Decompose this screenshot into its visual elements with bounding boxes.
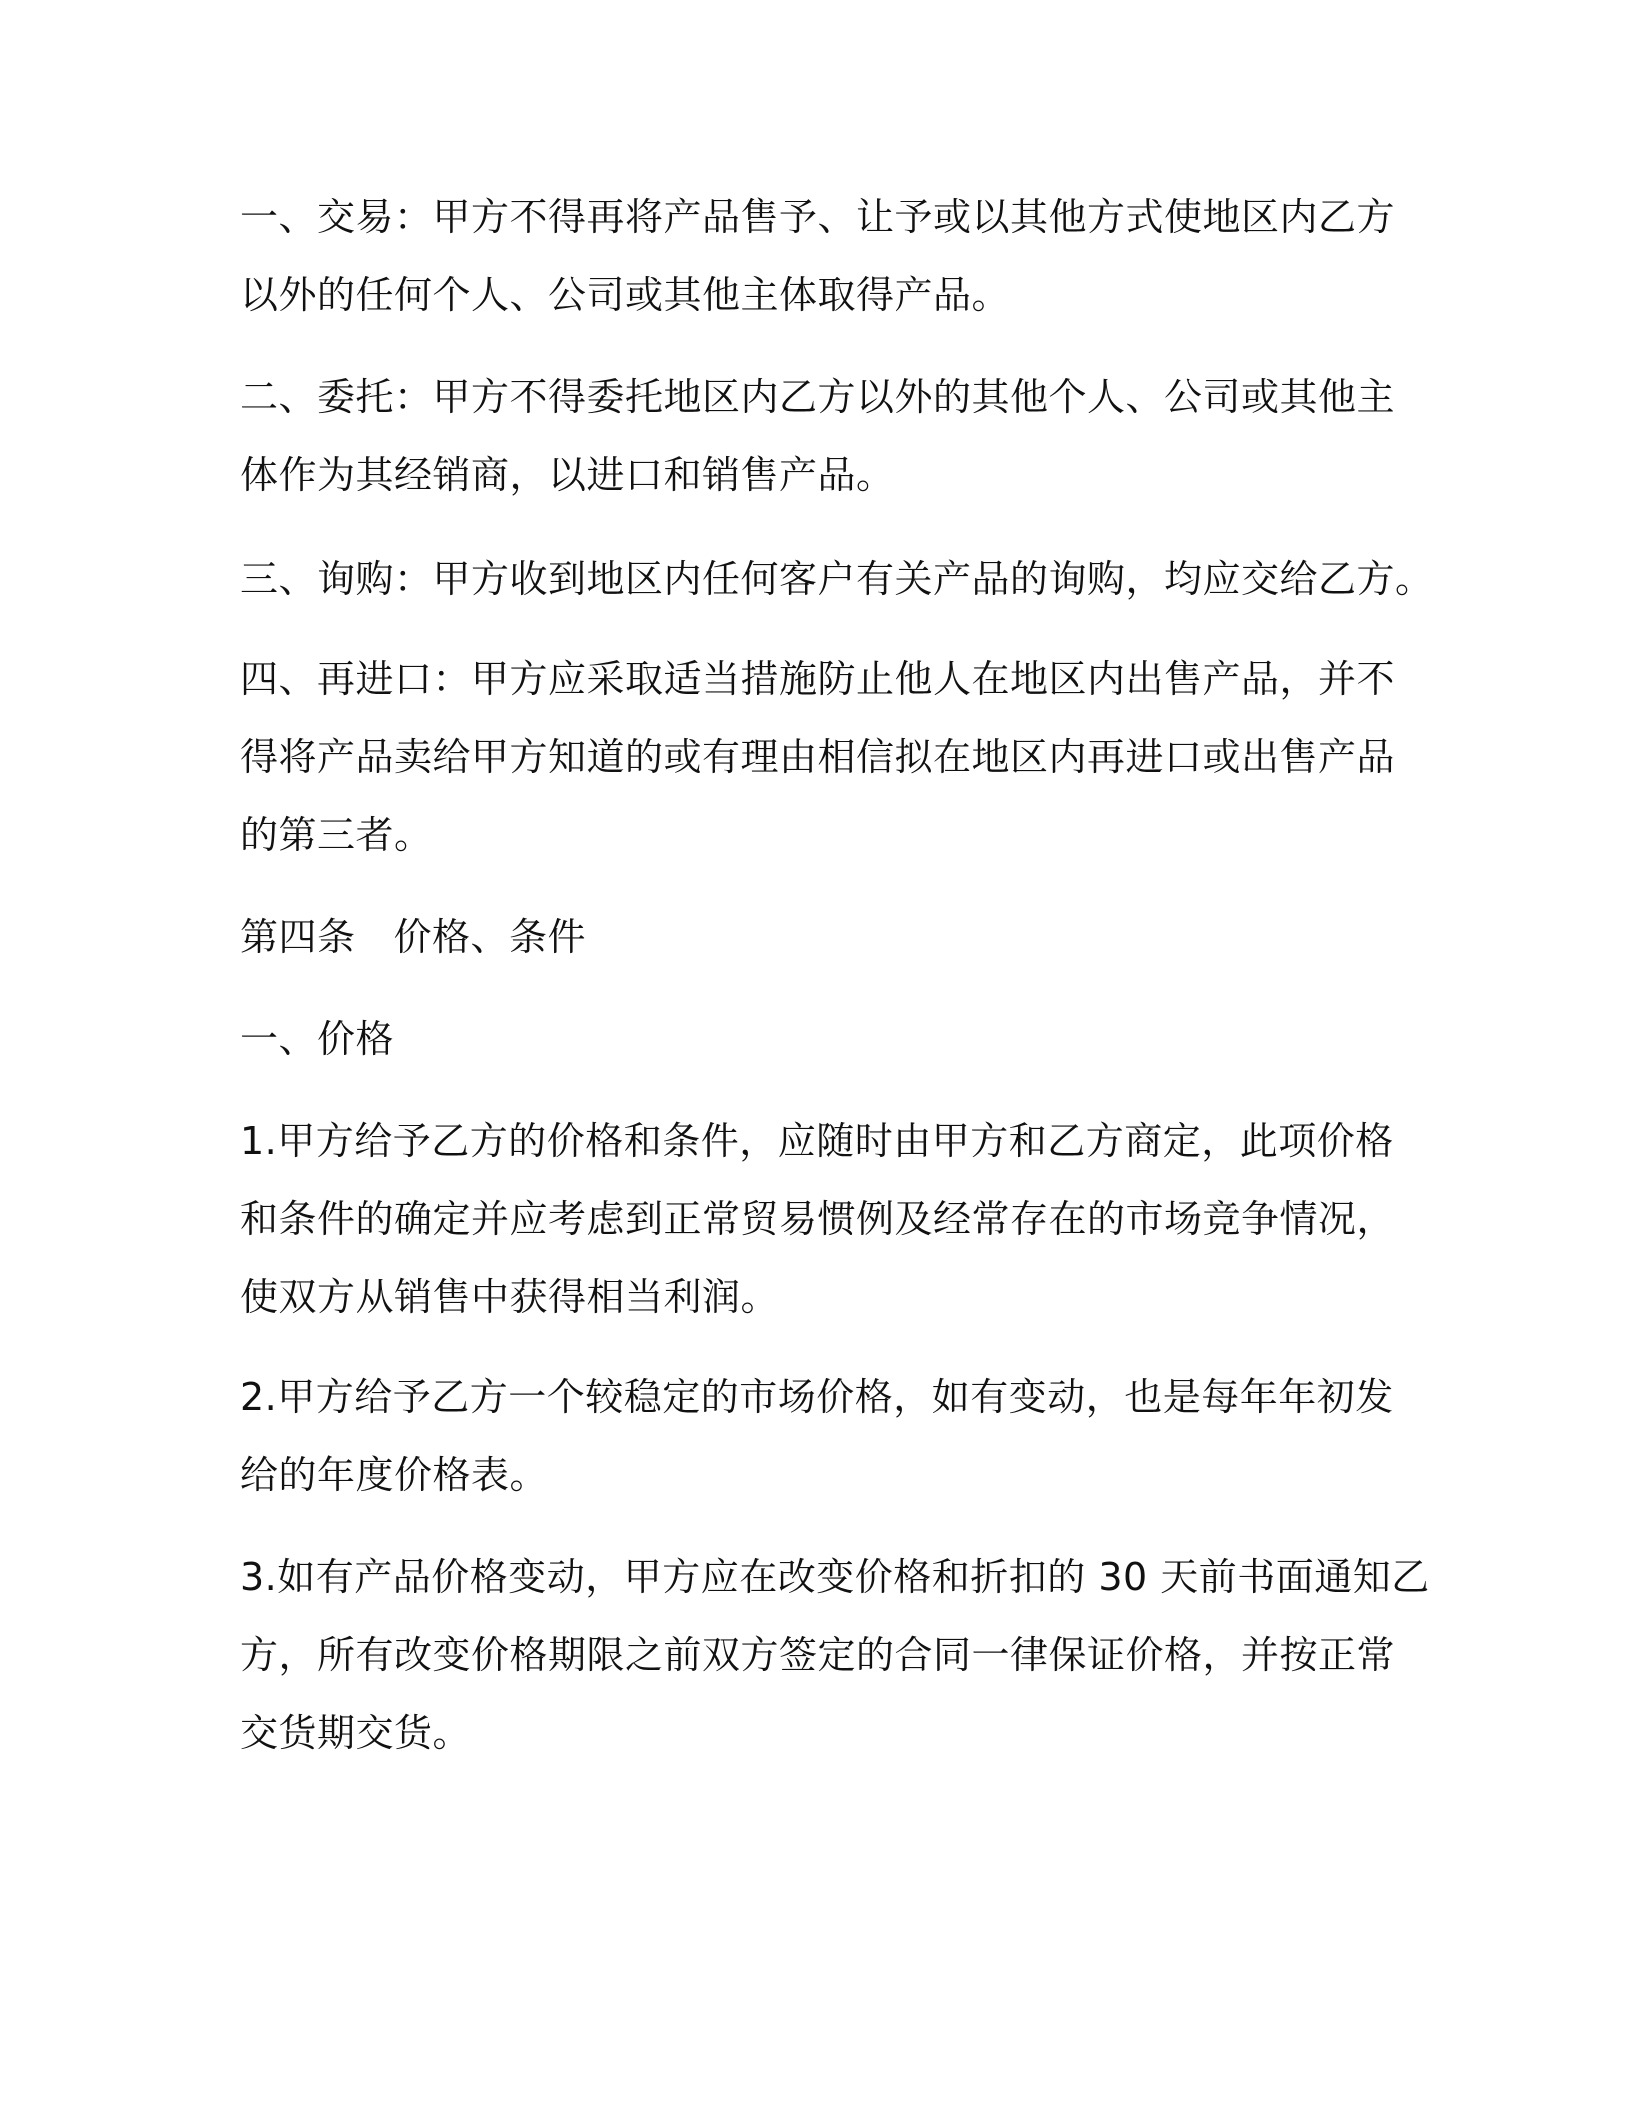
- article-title: 价格、条件: [393, 915, 587, 959]
- text-line: 体作为其经销商，以进口和销售产品。: [240, 453, 895, 497]
- clause-entrust: [240, 358, 1396, 514]
- text-line: 2.甲方给予乙方一个较稳定的市场价格，如有变动，也是每年年初发: [240, 1375, 1394, 1419]
- text-line: 和条件的确定并应考虑到正常贸易惯例及经常存在的市场竞争情况，: [240, 1197, 1396, 1241]
- text-line: 四、再进口：甲方应采取适当措施防止他人在地区内出售产品，并不: [240, 657, 1396, 701]
- text-line: 方，所有改变价格期限之前双方签定的合同一律保证价格，并按正常: [240, 1633, 1396, 1677]
- text-line: 一、交易：甲方不得再将产品售予、让予或以其他方式使地区内乙方: [240, 195, 1396, 239]
- text-line: 三、询购：甲方收到地区内任何客户有关产品的询购，均应交给乙方。: [240, 557, 1434, 601]
- text-line: 3.如有产品价格变动，甲方应在改变价格和折扣的 30 天前书面通知乙: [240, 1555, 1430, 1599]
- section-heading: [240, 1000, 1390, 1078]
- clause-inquiry: [240, 540, 1434, 618]
- clause-reimport: [240, 640, 1396, 874]
- text-line: 1.甲方给予乙方的价格和条件，应随时由甲方和乙方商定，此项价格: [240, 1119, 1394, 1163]
- text-line: 交货期交货。: [240, 1711, 472, 1755]
- price-item-2: [240, 1358, 1394, 1514]
- text-line: 得将产品卖给甲方知道的或有理由相信拟在地区内再进口或出售产品: [240, 735, 1396, 779]
- text-line: 的第三者。: [240, 813, 433, 857]
- article-number: 第四条: [240, 915, 356, 959]
- text-line: 使双方从销售中获得相当利润。: [240, 1275, 780, 1319]
- article-heading: [240, 898, 1390, 976]
- clause-trade: [240, 178, 1396, 334]
- section-heading-text: 一、价格: [240, 1017, 395, 1061]
- text-line: 给的年度价格表。: [240, 1453, 549, 1497]
- price-item-3: [240, 1538, 1430, 1772]
- text-line: 二、委托：甲方不得委托地区内乙方以外的其他个人、公司或其他主: [240, 375, 1396, 419]
- price-item-1: [240, 1102, 1396, 1336]
- article-heading-line: [240, 898, 1390, 976]
- text-line: 以外的任何个人、公司或其他主体取得产品。: [240, 273, 1011, 317]
